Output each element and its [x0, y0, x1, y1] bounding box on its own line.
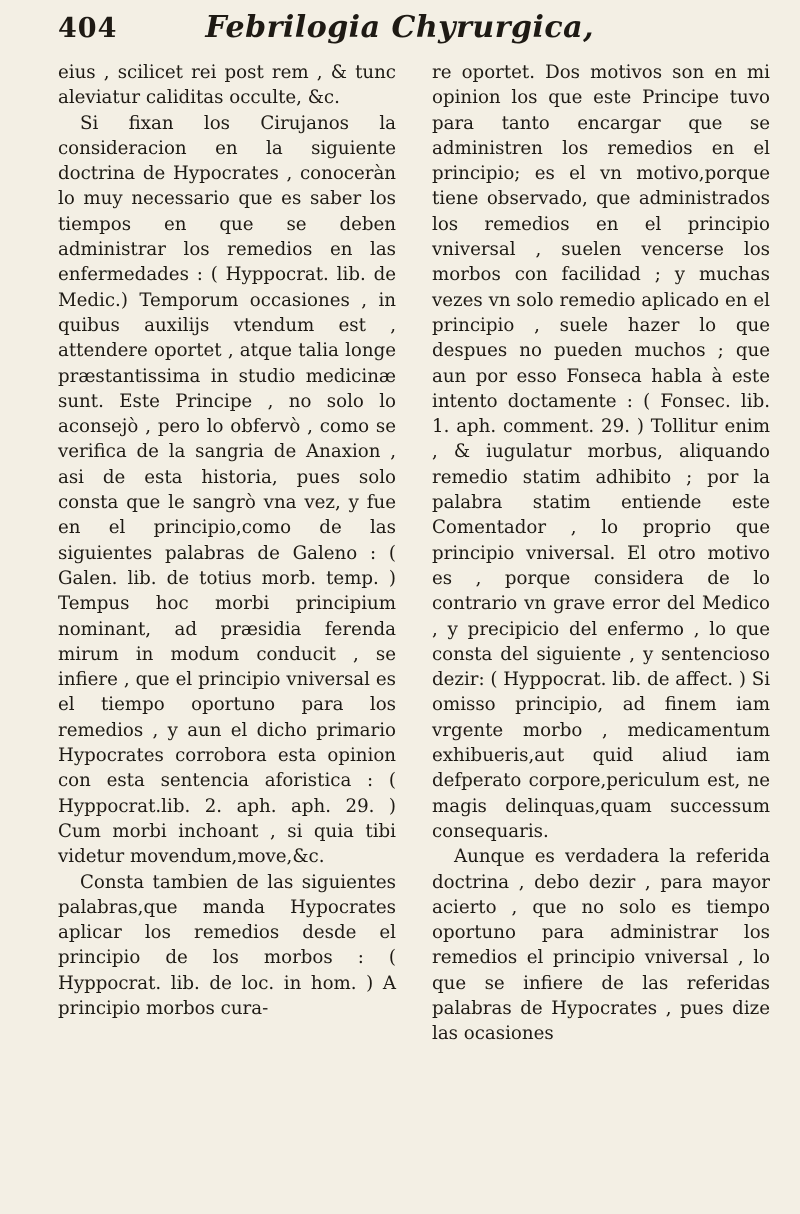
- paragraph-continuation: eius , scilicet rei post rem , & tunc aleviatur caliditas occulte, &c.: [58, 62, 396, 109]
- paragraph: Si fixan los Cirujanos la consideracion en la siguiente doctrina de Hypocrates , conoceràn lo muy necessario que es saber los tiempos en que se deben administrar los remedios en las enfermedades : ( Hyppocrat. lib. de Medic.) Temporum occasiones , in quibus auxilijs vtendum est , attendere oportet , atque talia longe præstantissima in studio medicinæ sunt. Este Principe , no solo lo aconsejò , pero lo obfervò , como se verifica de la sangria de Anaxion , asi de esta historia, pues solo consta que le sangrò vna vez, y fue en el principio,como de las siguientes palabras de Galeno : ( Galen. lib. de totius morb. temp. ) Tempus hoc morbi principium nominant, ad præsidia ferenda mirum in modum conducit , se infiere , que el principio vniversal es el tiempo oportuno para los remedios , y aun el dicho primario Hypocrates corrobora esta opinion con esta sentencia aforistica : ( Hyppocrat.lib. 2. aph. aph. 29. ) Cum morbi inchoant , si quia tibi videtur movendum,move,&c.: [58, 112, 396, 868]
- paragraph: Aunque es verdadera la referida doctrina , debo dezir , para mayor acierto , que no solo es tiempo oportuno para administrar los remedios el principio vniversal , lo que se infiere de las referidas palabras de Hypocrates , pues dize las ocasiones: [432, 846, 770, 1045]
- page-number: 404: [58, 13, 118, 44]
- page-header: [58, 10, 770, 54]
- running-title: Febrilogia Chyrurgica,: [205, 10, 595, 45]
- text-columns: [58, 60, 770, 1047]
- paragraph: Consta tambien de las siguientes palabras,que manda Hypocrates aplicar los remedios desde el principio de los morbos : ( Hyppocrat. lib. de loc. in hom. ) A principio morbos cura-: [58, 871, 396, 1019]
- right-column: [432, 60, 770, 1047]
- left-column: [58, 60, 396, 1047]
- paragraph-continuation: re oportet. Dos motivos son en mi opinion los que este Principe tuvo para tanto encargar que se administren los remedios en el principio; es el vn motivo,porque tiene observado, que administrados los remedios en el principio vniversal , suelen vencerse los morbos con facilidad ; y muchas vezes vn solo remedio aplicado en el principio , suele hazer lo que despues no pueden muchos ; que aun por esso Fonseca habla à este intento doctamente : ( Fonsec. lib. 1. aph. comment. 29. ) Tollitur enim , & iugulatur morbus, aliquando remedio statim adhibito ; por la palabra statim entiende este Comentador , lo proprio que principio vniversal. El otro motivo es , porque considera de lo contrario vn grave error del Medico , y precipicio del enfermo , lo que consta del siguiente , y sentencioso dezir: ( Hyppocrat. lib. de affect. ) Si omisso principio, ad finem iam vrgente morbo , medicamentum exhibueris,aut quid aliud iam defperato corpore,periculum est, ne magis delinquas,quam successum consequaris.: [432, 62, 771, 842]
